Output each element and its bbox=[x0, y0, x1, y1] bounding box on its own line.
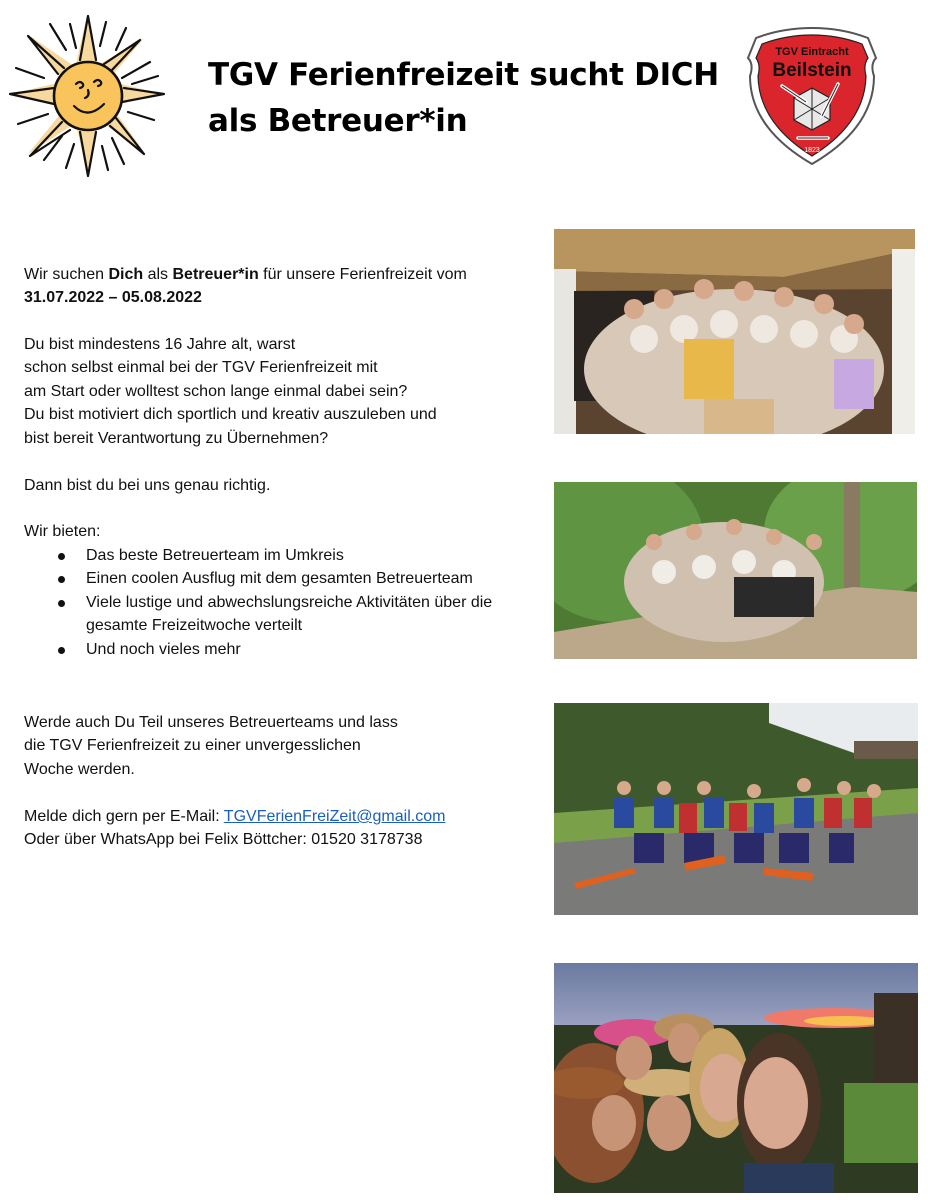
intro-text: Wir suchen bbox=[24, 266, 109, 283]
requirements-paragraph bbox=[24, 333, 437, 450]
bullet-icon bbox=[58, 600, 65, 607]
page-title bbox=[208, 52, 719, 144]
offer-item: Viele lustige und abwechslungsreiche Aktivitäten über die gesamte Freizeitwoche verteilt bbox=[24, 591, 492, 638]
requirements-line: bist bereit Verantwortung zu Übernehmen? bbox=[24, 429, 329, 447]
join-line: Werde auch Du Teil unseres Betreuerteams und lass bbox=[24, 714, 398, 731]
offer-list bbox=[24, 544, 492, 661]
join-line: die TGV Ferienfreizeit zu einer unvergesslichen bbox=[24, 737, 361, 755]
whatsapp-contact: Oder über WhatsApp bei Felix Böttcher: 01520 3178738 bbox=[24, 831, 423, 849]
requirements-line: Du bist motiviert dich sportlich und kreativ auszuleben und bbox=[24, 406, 437, 424]
email-link[interactable]: TGVFerienFreiZeit@gmail.com bbox=[223, 808, 446, 825]
crest-year: 1823 bbox=[804, 147, 820, 154]
title-line-1: TGV Ferienfreizeit sucht DICH bbox=[208, 57, 719, 93]
requirements-line: am Start oder wolltest schon lange einmal dabei sein? bbox=[24, 382, 408, 400]
group-photo-indoor-cabin bbox=[554, 229, 915, 434]
intro-dich: Dich bbox=[108, 266, 144, 283]
bullet-icon bbox=[58, 576, 65, 583]
bullet-icon bbox=[58, 647, 65, 654]
event-dates: 31.07.2022 – 05.08.2022 bbox=[24, 289, 202, 307]
title-line-2: als Betreuer*in bbox=[208, 103, 468, 139]
requirements-line: Du bist mindestens 16 Jahre alt, warst bbox=[24, 336, 296, 353]
right-place-text: Dann bist du bei uns genau richtig. bbox=[24, 477, 271, 494]
group-photo-canoe-life-jackets bbox=[554, 703, 918, 915]
intro-text: für unsere Ferienfreizeit vom bbox=[258, 266, 467, 283]
offer-item: Und noch vieles mehr bbox=[24, 638, 492, 661]
sun-logo bbox=[4, 8, 170, 180]
crest-text-1: TGV Eintracht bbox=[775, 46, 849, 58]
sun-face-icon bbox=[4, 8, 170, 180]
selfie-photo-sunset-cowboy-hats bbox=[554, 963, 918, 1193]
club-crest-logo bbox=[742, 24, 882, 166]
join-line: Woche werden. bbox=[24, 760, 135, 778]
offer-heading: Wir bieten: bbox=[24, 523, 101, 540]
join-paragraph bbox=[24, 711, 398, 781]
offer-item: Das beste Betreuerteam im Umkreis bbox=[24, 544, 492, 567]
bullet-icon bbox=[58, 553, 65, 560]
intro-role: Betreuer*in bbox=[172, 266, 259, 283]
email-label: Melde dich gern per E-Mail: bbox=[24, 808, 224, 825]
intro-paragraph bbox=[24, 263, 467, 310]
offer-item: Einen coolen Ausflug mit dem gesamten Betreuerteam bbox=[24, 567, 492, 590]
intro-text: als bbox=[143, 266, 173, 283]
requirements-line: schon selbst einmal bei der TGV Ferienfreizeit mit bbox=[24, 359, 378, 377]
contact-paragraph bbox=[24, 805, 445, 852]
crest-text-2: Beilstein bbox=[772, 60, 852, 81]
group-photo-forest-climbing-park bbox=[554, 482, 917, 659]
